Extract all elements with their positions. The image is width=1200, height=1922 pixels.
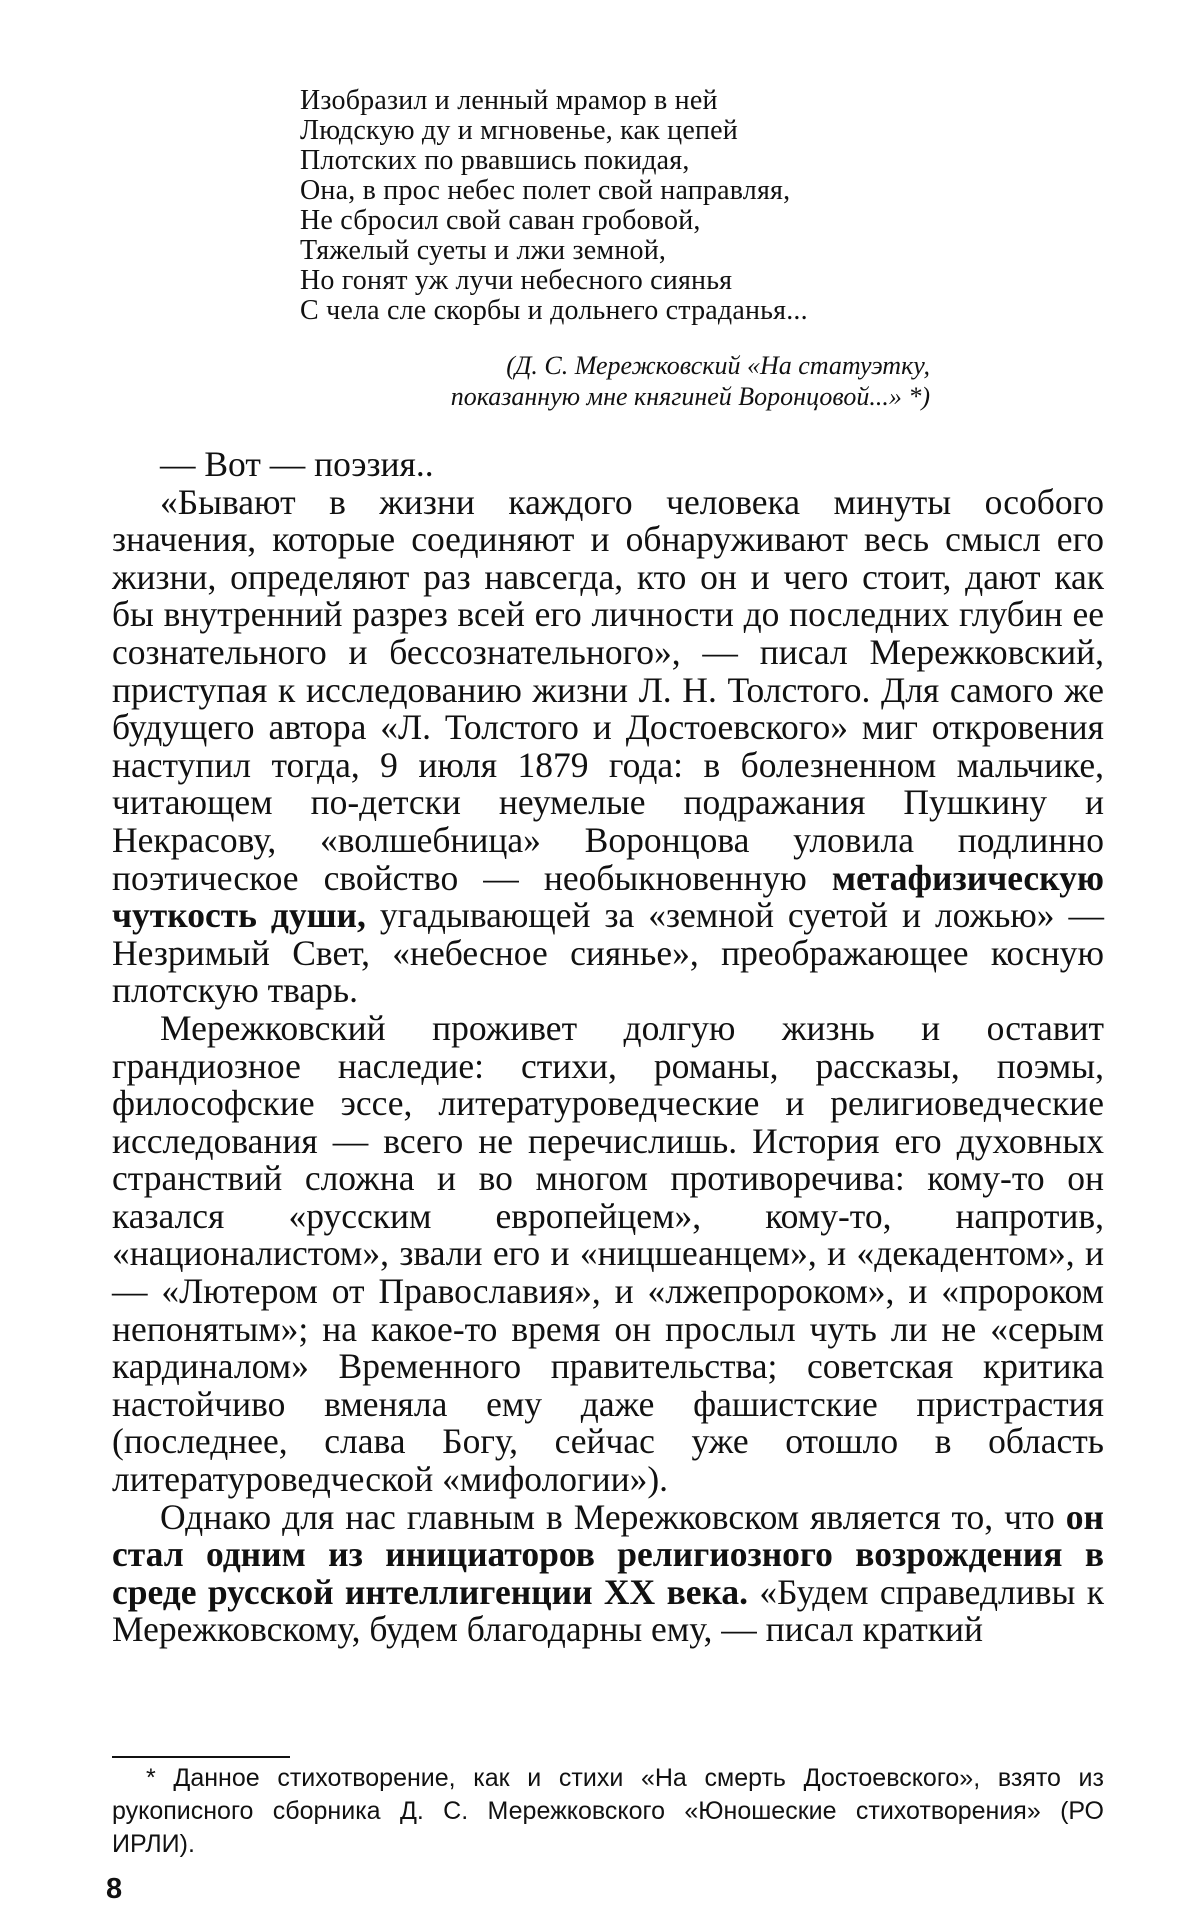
- poem-line: Она, в прос небес полет свой направляя,: [300, 175, 791, 206]
- footnote-divider: [112, 1756, 290, 1758]
- bold-emphasis: он стал одним из инициаторов религиозного возрождения в среде русской интеллигенции XX века.: [112, 1496, 1104, 1612]
- poem-line: Плотских по рвавшись покидая,: [300, 145, 690, 176]
- poem-epigraph: [300, 86, 940, 326]
- poem-line: Людскую ду и мгновенье, как цепей: [300, 115, 738, 146]
- poem-line: Не сбросил свой саван гробовой,: [300, 205, 701, 236]
- paragraph-text: Однако для нас главным в Мережковском является то, что: [160, 1496, 1066, 1537]
- paragraph: [112, 1496, 1104, 1650]
- main-text: [112, 446, 1104, 1649]
- attribution-line: показанную мне княгиней Воронцовой...» *): [450, 382, 930, 411]
- poem-line: Тяжелый суеты и лжи земной,: [300, 235, 667, 266]
- paragraph: [112, 481, 1104, 1011]
- page-number: 8: [106, 1873, 123, 1905]
- poem-line: Изобразил и ленный мрамор в ней: [300, 85, 718, 116]
- paragraph: — Вот — поэзия..: [160, 444, 434, 484]
- poem-line: Но гонят уж лучи небесного сиянья: [300, 265, 733, 296]
- poem-line: С чела сле скорбы и дольнего страданья...: [300, 295, 808, 326]
- attribution-line: (Д. С. Мережковский «На статуэтку,: [506, 351, 930, 380]
- poem-attribution: [300, 350, 930, 412]
- paragraph-text: угадывающей за «земной суетой и ложью» — Незримый Свет, «небесное сиянье», преображающее косную плотскую тварь.: [112, 895, 1104, 1011]
- paragraph: Мережковский проживет долгую жизнь и оставит грандиозное наследие: стихи, романы, рассказы, поэмы, философские эссе, литературоведческие и религиоведческие исследования — всего не перечислишь. История его духовных странствий сложна и во многом противоречива: кому-то он казался «русским европейцем», кому-то, напротив, «националистом», звали его и «ницшеанцем», и «декадентом», и — «Лютером от Православия», и «лжепророком», и «пророком непонятым»; на какое-то время он прослыл чуть ли не «серым кардиналом» Временного правительства; советская критика настойчиво вменяла ему даже фашистские пристрастия (последнее, слава Богу, сейчас уже отошло в область литературоведческой «мифологии»).: [112, 1007, 1104, 1500]
- paragraph-text: «Будем справедливы к Мережковскому, будем благодарны ему, — писал краткий: [112, 1571, 1104, 1650]
- bold-emphasis: метафизическую чуткость души,: [112, 857, 1104, 936]
- footnote: * Данное стихотворение, как и стихи «На смерть Достоевского», взято из рукописного сборника Д. С. Мережковского «Юношеские стихотворения» (РО ИРЛИ).: [112, 1764, 1104, 1858]
- paragraph-text: «Бывают в жизни каждого человека минуты особого значения, которые соединяют и обнаруживают весь смысл его жизни, определяют раз навсегда, кто он и чего стоит, дают как бы внутренний разрез всей его личности до последних глубин ее сознательного и бессознательного», — писал Мережковский, приступая к исследованию жизни Л. Н. Толстого. Для самого же будущего автора «Л. Толстого и Достоевского» миг откровения наступил тогда, 9 июля 1879 года: в болезненном мальчике, читающем по-детски неумелые подражания Пушкину и Некрасову, «волшебница» Воронцова уловила подлинно поэтическое свойство — необыкновенную: [112, 481, 1104, 898]
